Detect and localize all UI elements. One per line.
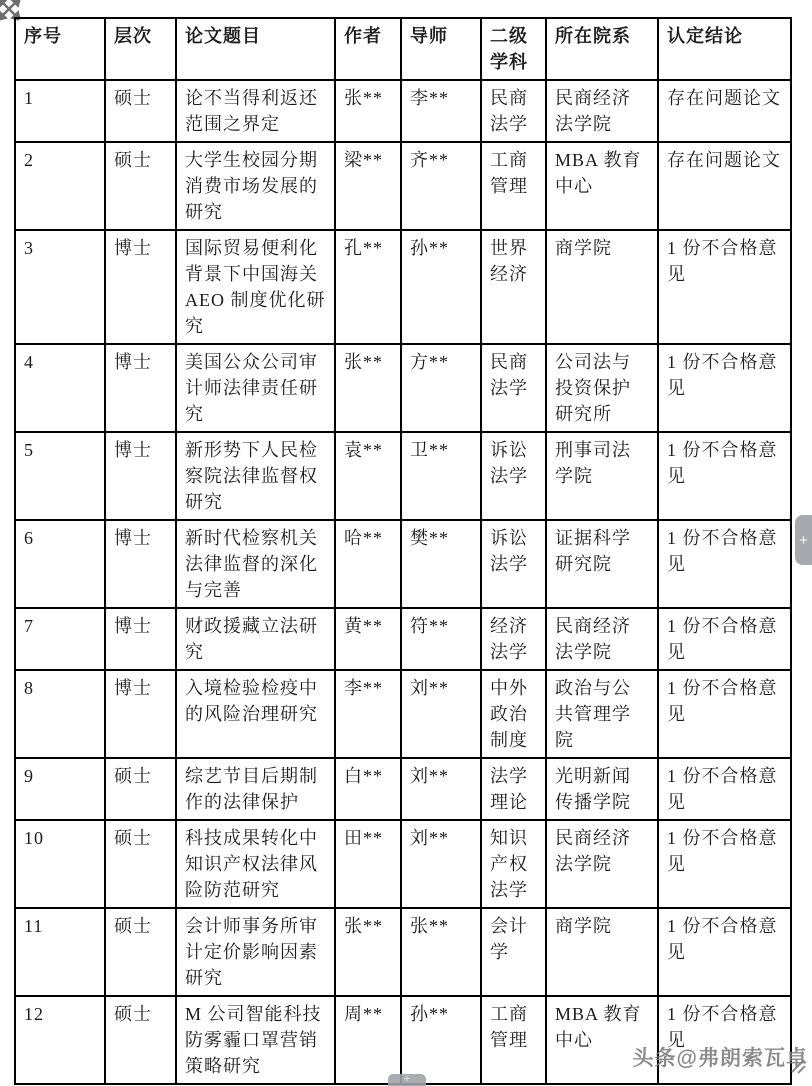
table-row [15, 80, 791, 142]
bottom-expand-button[interactable] [388, 1074, 426, 1086]
table-cell: 民商法学 [481, 80, 546, 142]
table-cell: 周** [335, 996, 401, 1084]
column-header: 所在院系 [546, 18, 658, 80]
table-body [15, 80, 791, 1084]
table-row [15, 230, 791, 344]
table-cell: 硕士 [105, 142, 176, 230]
table-cell: 符** [401, 608, 481, 670]
table-cell: 1 份不合格意见 [658, 608, 791, 670]
table-cell: 工商管理 [481, 142, 546, 230]
table-cell: 财政援藏立法研究 [176, 608, 335, 670]
column-header: 二级学科 [481, 18, 546, 80]
table-cell: 存在问题论文 [658, 142, 791, 230]
table-cell: 存在问题论文 [658, 80, 791, 142]
table-row [15, 758, 791, 820]
table-cell: 民商经济法学院 [546, 820, 658, 908]
table-cell: 哈** [335, 520, 401, 608]
watermark-text: 头条@弗朗索瓦卓 [632, 1047, 808, 1070]
column-header: 论文题目 [176, 18, 335, 80]
table-cell: 9 [15, 758, 105, 820]
table-row [15, 520, 791, 608]
table-row [15, 908, 791, 996]
table-cell: 刑事司法学院 [546, 432, 658, 520]
table-row [15, 344, 791, 432]
table-cell: 刘** [401, 758, 481, 820]
table-cell: 卫** [401, 432, 481, 520]
table-cell: 袁** [335, 432, 401, 520]
table-cell: 李** [401, 80, 481, 142]
table-row [15, 142, 791, 230]
table-container [14, 17, 790, 1085]
table-cell: 科技成果转化中知识产权法律风险防范研究 [176, 820, 335, 908]
table-cell: 博士 [105, 670, 176, 758]
table-cell: 博士 [105, 520, 176, 608]
table-cell: 会计师事务所审计定价影响因素研究 [176, 908, 335, 996]
table-cell: 张** [401, 908, 481, 996]
table-cell: 刘** [401, 820, 481, 908]
table-cell: 民商经济法学院 [546, 80, 658, 142]
table-cell: 民商经济法学院 [546, 608, 658, 670]
plus-icon: + [799, 531, 808, 549]
table-cell: 论不当得利返还范围之界定 [176, 80, 335, 142]
thesis-table [14, 17, 792, 1085]
table-cell: 孔** [335, 230, 401, 344]
column-header: 序号 [15, 18, 105, 80]
table-cell: 1 份不合格意见 [658, 670, 791, 758]
table-cell: 硕士 [105, 996, 176, 1084]
table-cell: 中外政治制度 [481, 670, 546, 758]
table-row [15, 432, 791, 520]
table-cell: 12 [15, 996, 105, 1084]
column-header: 导师 [401, 18, 481, 80]
table-cell: 诉讼法学 [481, 520, 546, 608]
column-header: 层次 [105, 18, 176, 80]
table-cell: 方** [401, 344, 481, 432]
table-cell: 博士 [105, 608, 176, 670]
table-cell: 张** [335, 80, 401, 142]
table-cell: M 公司智能科技防雾霾口罩营销策略研究 [176, 996, 335, 1084]
table-cell: 6 [15, 520, 105, 608]
table-cell: 证据科学研究院 [546, 520, 658, 608]
table-cell: 博士 [105, 432, 176, 520]
table-cell: 商学院 [546, 908, 658, 996]
table-cell: 10 [15, 820, 105, 908]
table-cell: 4 [15, 344, 105, 432]
table-cell: 1 份不合格意见 [658, 344, 791, 432]
table-cell: 经济法学 [481, 608, 546, 670]
table-cell: 11 [15, 908, 105, 996]
table-row [15, 670, 791, 758]
column-header: 认定结论 [658, 18, 791, 80]
table-cell: MBA 教育中心 [546, 996, 658, 1084]
table-row [15, 820, 791, 908]
table-cell: 政治与公共管理学院 [546, 670, 658, 758]
table-cell: 孙** [401, 996, 481, 1084]
table-cell: 博士 [105, 230, 176, 344]
table-cell: 知识产权法学 [481, 820, 546, 908]
table-cell: 1 份不合格意见 [658, 996, 791, 1084]
table-cell: 综艺节目后期制作的法律保护 [176, 758, 335, 820]
table-cell: 博士 [105, 344, 176, 432]
table-cell: 光明新闻传播学院 [546, 758, 658, 820]
table-cell: 张** [335, 344, 401, 432]
table-cell: 硕士 [105, 908, 176, 996]
table-cell: 硕士 [105, 758, 176, 820]
table-cell: 1 份不合格意见 [658, 432, 791, 520]
table-cell: 田** [335, 820, 401, 908]
table-cell: 樊** [401, 520, 481, 608]
table-cell: 美国公众公司审计师法律责任研究 [176, 344, 335, 432]
table-cell: MBA 教育中心 [546, 142, 658, 230]
table-cell: 世界经济 [481, 230, 546, 344]
table-header-row [15, 18, 791, 80]
table-cell: 张** [335, 908, 401, 996]
table-cell: 大学生校园分期消费市场发展的研究 [176, 142, 335, 230]
table-row [15, 608, 791, 670]
table-cell: 孙** [401, 230, 481, 344]
table-cell: 1 份不合格意见 [658, 820, 791, 908]
side-expand-button[interactable] [795, 515, 812, 565]
table-cell: 3 [15, 230, 105, 344]
table-cell: 民商法学 [481, 344, 546, 432]
table-cell: 2 [15, 142, 105, 230]
table-cell: 7 [15, 608, 105, 670]
table-cell: 梁** [335, 142, 401, 230]
table-cell: 工商管理 [481, 996, 546, 1084]
table-cell: 硕士 [105, 820, 176, 908]
table-cell: 入境检验检疫中的风险治理研究 [176, 670, 335, 758]
table-cell: 1 份不合格意见 [658, 908, 791, 996]
table-cell: 诉讼法学 [481, 432, 546, 520]
plus-icon: + [403, 1073, 411, 1085]
table-cell: 公司法与投资保护研究所 [546, 344, 658, 432]
table-cell: 刘** [401, 670, 481, 758]
table-cell: 1 份不合格意见 [658, 520, 791, 608]
table-cell: 商学院 [546, 230, 658, 344]
table-cell: 5 [15, 432, 105, 520]
table-cell: 齐** [401, 142, 481, 230]
table-cell: 国际贸易便利化背景下中国海关 AEO 制度优化研究 [176, 230, 335, 344]
table-cell: 白** [335, 758, 401, 820]
table-cell: 会计学 [481, 908, 546, 996]
table-cell: 1 份不合格意见 [658, 230, 791, 344]
table-cell: 法学理论 [481, 758, 546, 820]
column-header: 作者 [335, 18, 401, 80]
table-cell: 新时代检察机关法律监督的深化与完善 [176, 520, 335, 608]
table-cell: 8 [15, 670, 105, 758]
table-cell: 硕士 [105, 80, 176, 142]
table-cell: 1 [15, 80, 105, 142]
table-cell: 李** [335, 670, 401, 758]
table-cell: 1 份不合格意见 [658, 758, 791, 820]
table-cell: 新形势下人民检察院法律监督权研究 [176, 432, 335, 520]
table-cell: 黄** [335, 608, 401, 670]
